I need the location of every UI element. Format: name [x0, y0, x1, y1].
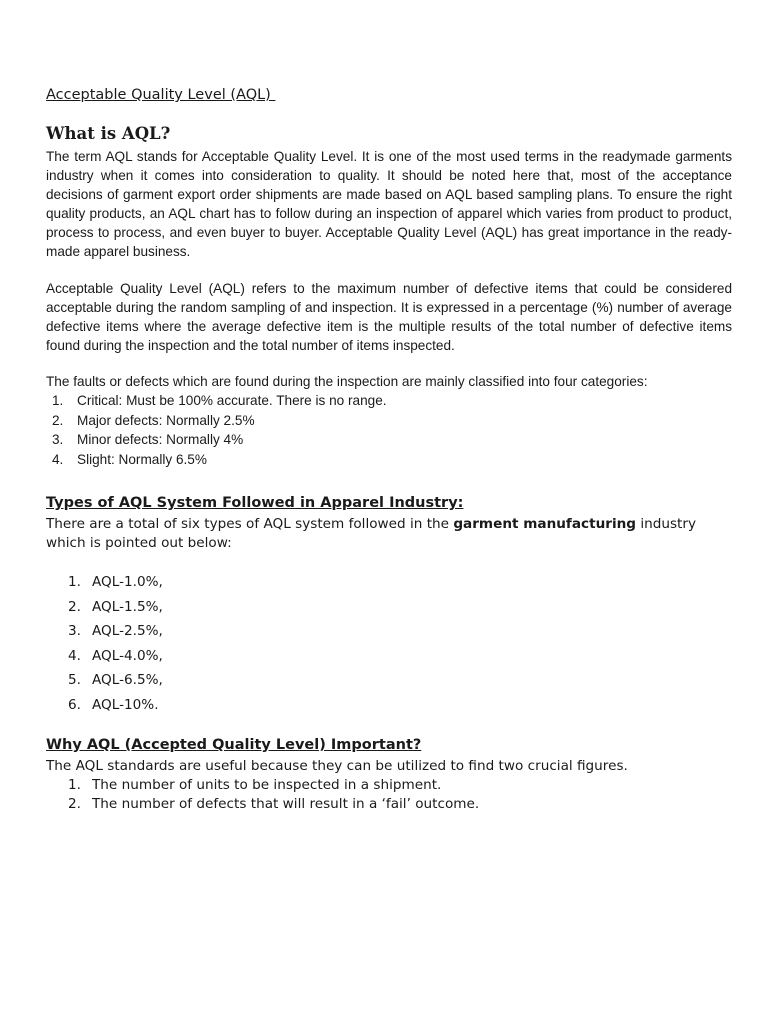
list-number: 2.	[52, 412, 64, 428]
document-title: Acceptable Quality Level (AQL)	[46, 87, 276, 103]
list-number: 6.	[68, 696, 81, 713]
list-item	[46, 430, 387, 450]
defect-categories-list	[46, 391, 387, 469]
list-item	[46, 795, 479, 814]
list-number: 2.	[68, 598, 81, 615]
list-text: Critical: Must be 100% accurate. There is no range.	[77, 393, 387, 408]
list-number: 4.	[68, 647, 81, 664]
list-text: Major defects: Normally 2.5%	[77, 412, 255, 428]
list-item	[46, 644, 163, 669]
faults-intro: The faults or defects which are found during the inspection are mainly classified into four categories:	[46, 374, 648, 389]
list-text: AQL-1.5%,	[92, 598, 163, 615]
list-text: The number of units to be inspected in a shipment.	[92, 777, 442, 793]
aql-meaning-paragraph: Acceptable Quality Level (AQL) refers to the maximum number of defective items that could be considered acceptable during the random sampling of and inspection. It is expressed in a percentage (%) number of average defective items where the average defective item is the multiple results of the total number of defective items found during the inspection and the total number of items inspected.	[46, 281, 732, 353]
list-text: AQL-2.5%,	[92, 623, 163, 639]
list-text: AQL-1.0%,	[92, 574, 163, 590]
list-text: AQL-6.5%,	[92, 672, 163, 688]
list-number: 3.	[52, 432, 64, 447]
list-text: AQL-10%.	[92, 696, 159, 713]
intro-bold-term: garment manufacturing	[453, 516, 637, 532]
list-item	[46, 411, 387, 431]
aql-definition-paragraph: The term AQL stands for Acceptable Quality Level. It is one of the most used terms in the readymade garments industry when it comes into consideration to quality. It should be noted here that, most of the acceptance decisions of garment export order shipments are made based on AQL based sampling plans. To ensure the right quality products, an AQL chart has to follow during an inspection of apparel which varies from product to product, process to process, and even buyer to buyer. Acceptable Quality Level (AQL) has great importance in the ready-made apparel business.	[46, 149, 732, 259]
aql-types-intro	[46, 515, 732, 553]
list-text: Slight: Normally 6.5%	[77, 451, 207, 467]
aql-types-list	[46, 570, 163, 717]
list-text: Minor defects: Normally 4%	[77, 432, 244, 447]
list-item	[46, 668, 163, 693]
list-item	[46, 450, 387, 470]
intro-text-start: There are a total of six types of AQL system followed in the	[46, 516, 454, 532]
list-number: 5.	[68, 672, 81, 688]
why-aql-list	[46, 776, 479, 814]
list-item	[46, 776, 479, 795]
list-item	[46, 693, 163, 718]
list-number: 1.	[52, 393, 64, 408]
list-number: 2.	[68, 796, 81, 812]
why-aql-heading: Why AQL (Accepted Quality Level) Important?	[46, 737, 422, 753]
what-is-aql-heading: What is AQL?	[46, 124, 171, 143]
list-number: 3.	[68, 623, 81, 639]
list-item	[46, 595, 163, 620]
list-text: The number of defects that will result in a ‘fail’ outcome.	[92, 796, 480, 812]
list-number: 4.	[52, 451, 64, 467]
list-number: 1.	[68, 777, 81, 793]
list-number: 1.	[68, 574, 81, 590]
list-text: AQL-4.0%,	[92, 647, 163, 664]
aql-types-heading: Types of AQL System Followed in Apparel Industry:	[46, 495, 464, 511]
list-item	[46, 391, 387, 411]
why-aql-intro: The AQL standards are useful because they can be utilized to find two crucial figures.	[46, 758, 628, 774]
intro-text-end: industry which is pointed out below:	[46, 516, 697, 551]
list-item	[46, 570, 163, 595]
list-item	[46, 619, 163, 644]
